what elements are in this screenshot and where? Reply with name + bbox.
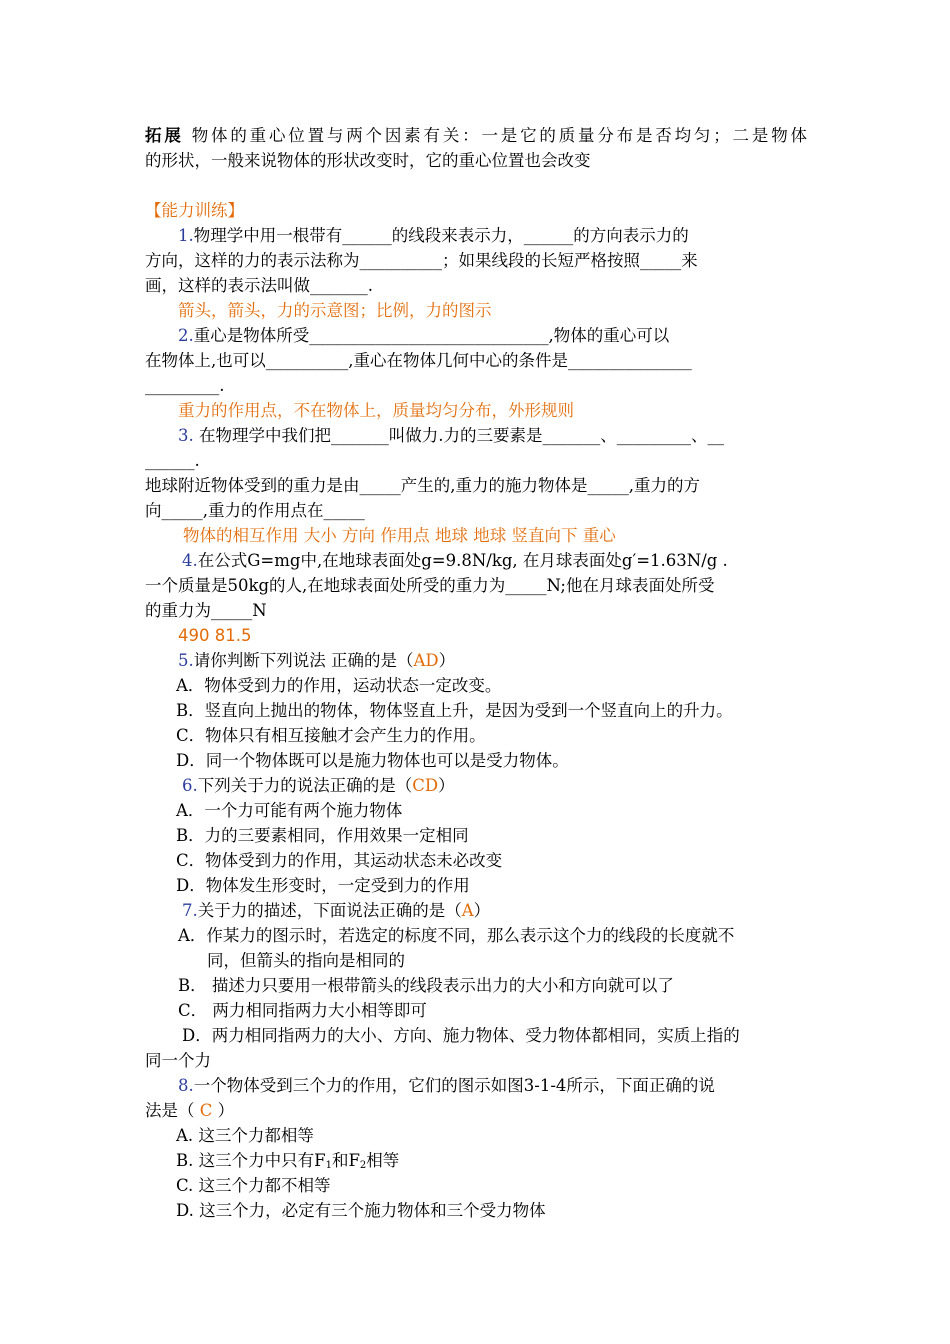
q3-number: 3. bbox=[178, 426, 194, 445]
q4-line-1 bbox=[182, 549, 728, 573]
q5-close: ） bbox=[438, 651, 456, 670]
q5-number: 5. bbox=[178, 651, 194, 670]
q1-line-1 bbox=[178, 224, 689, 248]
q6-answer: CD bbox=[412, 776, 439, 795]
q6-option-a: A．一个力可能有两个施力物体 bbox=[176, 801, 403, 820]
q8-line-2 bbox=[145, 1099, 234, 1123]
q3-line-1 bbox=[178, 424, 724, 448]
q2-answer: 重力的作用点，不在物体上，质量均匀分布，外形规则 bbox=[178, 401, 574, 420]
q8-number: 8. bbox=[178, 1076, 194, 1095]
q3-line-4: 向_____,重力的作用点在_____ bbox=[145, 501, 365, 520]
q3-line-3: 地球附近物体受到的重力是由_____产生的,重力的施力物体是_____,重力的方 bbox=[145, 476, 700, 495]
q5-option-b: B．竖直向上抛出的物体，物体竖直上升，是因为受到一个竖直向上的升力。 bbox=[176, 701, 733, 720]
q1-line-3: 画，这样的表示法叫做_______. bbox=[145, 276, 373, 295]
q7-close: ） bbox=[473, 901, 491, 920]
q8-option-a: A. 这三个力都相等 bbox=[176, 1126, 314, 1145]
q8-close: ） bbox=[212, 1101, 235, 1120]
q7-option-d-1: D．两力相同指两力的大小、方向、施力物体、受力物体都相同，实质上指的 bbox=[182, 1026, 740, 1045]
q3-answer: 物体的相互作用 大小 方向 作用点 地球 地球 竖直向下 重心 bbox=[183, 526, 616, 545]
extension-line-1 bbox=[145, 124, 807, 148]
extension-line-2: 的形状，一般来说物体的形状改变时，它的重心位置也会改变 bbox=[145, 151, 591, 170]
q5-option-a: A．物体受到力的作用，运动状态一定改变。 bbox=[176, 676, 502, 695]
q2-line-1 bbox=[178, 324, 669, 348]
q8-answer: C bbox=[199, 1101, 213, 1120]
q5-stem-text: 请你判断下列说法 正确的是（ bbox=[193, 651, 414, 670]
extension-text-1: 物体的重心位置与两个因素有关：一是它的质量分布是否均匀；二是物体 bbox=[191, 126, 808, 145]
q7-option-c: C． 两力相同指两力大小相等即可 bbox=[178, 1001, 427, 1020]
q8-subscript-1: 1 bbox=[325, 1160, 332, 1171]
q7-option-b: B． 描述力只要用一根带箭头的线段表示出力的大小和方向就可以了 bbox=[178, 976, 674, 995]
q8-option-b-end: 相等 bbox=[366, 1151, 400, 1170]
q6-option-c: C．物体受到力的作用，其运动状态未必改变 bbox=[176, 851, 503, 870]
q5-stem bbox=[178, 649, 455, 673]
q8-option-d: D. 这三个力，必定有三个施力物体和三个受力物体 bbox=[176, 1201, 546, 1220]
q7-option-a-2: 同，但箭头的指向是相同的 bbox=[207, 951, 405, 970]
q8-text-1: 一个物体受到三个力的作用，它们的图示如图3-1-4所示，下面正确的说 bbox=[193, 1076, 715, 1095]
q5-option-c: C．物体只有相互接触才会产生力的作用。 bbox=[176, 726, 486, 745]
q6-close: ） bbox=[438, 776, 455, 795]
section-title: 【能力训练】 bbox=[145, 201, 244, 220]
q6-stem-text: 下列关于力的说法正确的是（ bbox=[197, 776, 413, 795]
q7-option-a-1: A．作某力的图示时，若选定的标度不同，那么表示这个力的线段的长度就不 bbox=[178, 926, 735, 945]
q5-option-d: D．同一个物体既可以是施力物体也可以是受力物体。 bbox=[176, 751, 569, 770]
q4-line-2: 一个质量是50kg的人,在地球表面处所受的重力为_____N;他在月球表面处所受 bbox=[145, 576, 715, 595]
q8-line-1 bbox=[178, 1074, 715, 1098]
q1-text-1: 物理学中用一根带有______的线段来表示力，______的方向表示力的 bbox=[193, 226, 689, 245]
q8-text-2: 法是（ bbox=[145, 1101, 200, 1120]
extension-label: 拓展 bbox=[145, 126, 184, 145]
q7-option-d-2: 同一个力 bbox=[145, 1051, 211, 1070]
q8-option-b-text: B. 这三个力中只有F bbox=[176, 1151, 326, 1170]
q1-number: 1. bbox=[178, 226, 194, 245]
q6-stem bbox=[182, 774, 455, 798]
q4-number: 4. bbox=[182, 551, 198, 570]
q1-answer: 箭头，箭头，力的示意图；比例，力的图示 bbox=[178, 301, 492, 320]
q2-line-3: _________. bbox=[145, 376, 225, 395]
q4-text-1: 在公式G=mg中,在地球表面处g=9.8N/kg, 在月球表面处g′=1.63N/g . bbox=[197, 551, 728, 570]
q6-number: 6. bbox=[182, 776, 198, 795]
q8-option-c: C. 这三个力都不相等 bbox=[176, 1176, 331, 1195]
q3-line-2: ______. bbox=[145, 451, 200, 470]
q7-answer: A bbox=[461, 901, 474, 920]
q6-option-d: D．物体发生形变时，一定受到力的作用 bbox=[176, 876, 470, 895]
q1-line-2: 方向，这样的力的表示法称为__________；如果线段的长短严格按照_____来 bbox=[145, 251, 698, 270]
q4-answer: 490 81.5 bbox=[178, 626, 252, 645]
q8-subscript-2: 2 bbox=[359, 1160, 367, 1171]
q7-number: 7. bbox=[182, 901, 198, 920]
q3-text-1: 在物理学中我们把_______叫做力.力的三要素是_______、_________、__ bbox=[199, 426, 724, 445]
q5-answer: AD bbox=[413, 651, 439, 670]
q2-number: 2. bbox=[178, 326, 194, 345]
q6-option-b: B．力的三要素相同，作用效果一定相同 bbox=[176, 826, 469, 845]
q8-option-b-mid: 和F bbox=[331, 1151, 360, 1170]
q4-line-3: 的重力为_____N bbox=[145, 601, 267, 620]
q2-text-1: 重心是物体所受_____________________________,物体的重心可以 bbox=[193, 326, 670, 345]
q7-stem bbox=[182, 899, 490, 923]
q2-line-2: 在物体上,也可以__________,重心在物体几何中心的条件是_______________ bbox=[145, 351, 692, 370]
q7-stem-text: 关于力的描述，下面说法正确的是（ bbox=[197, 901, 462, 920]
